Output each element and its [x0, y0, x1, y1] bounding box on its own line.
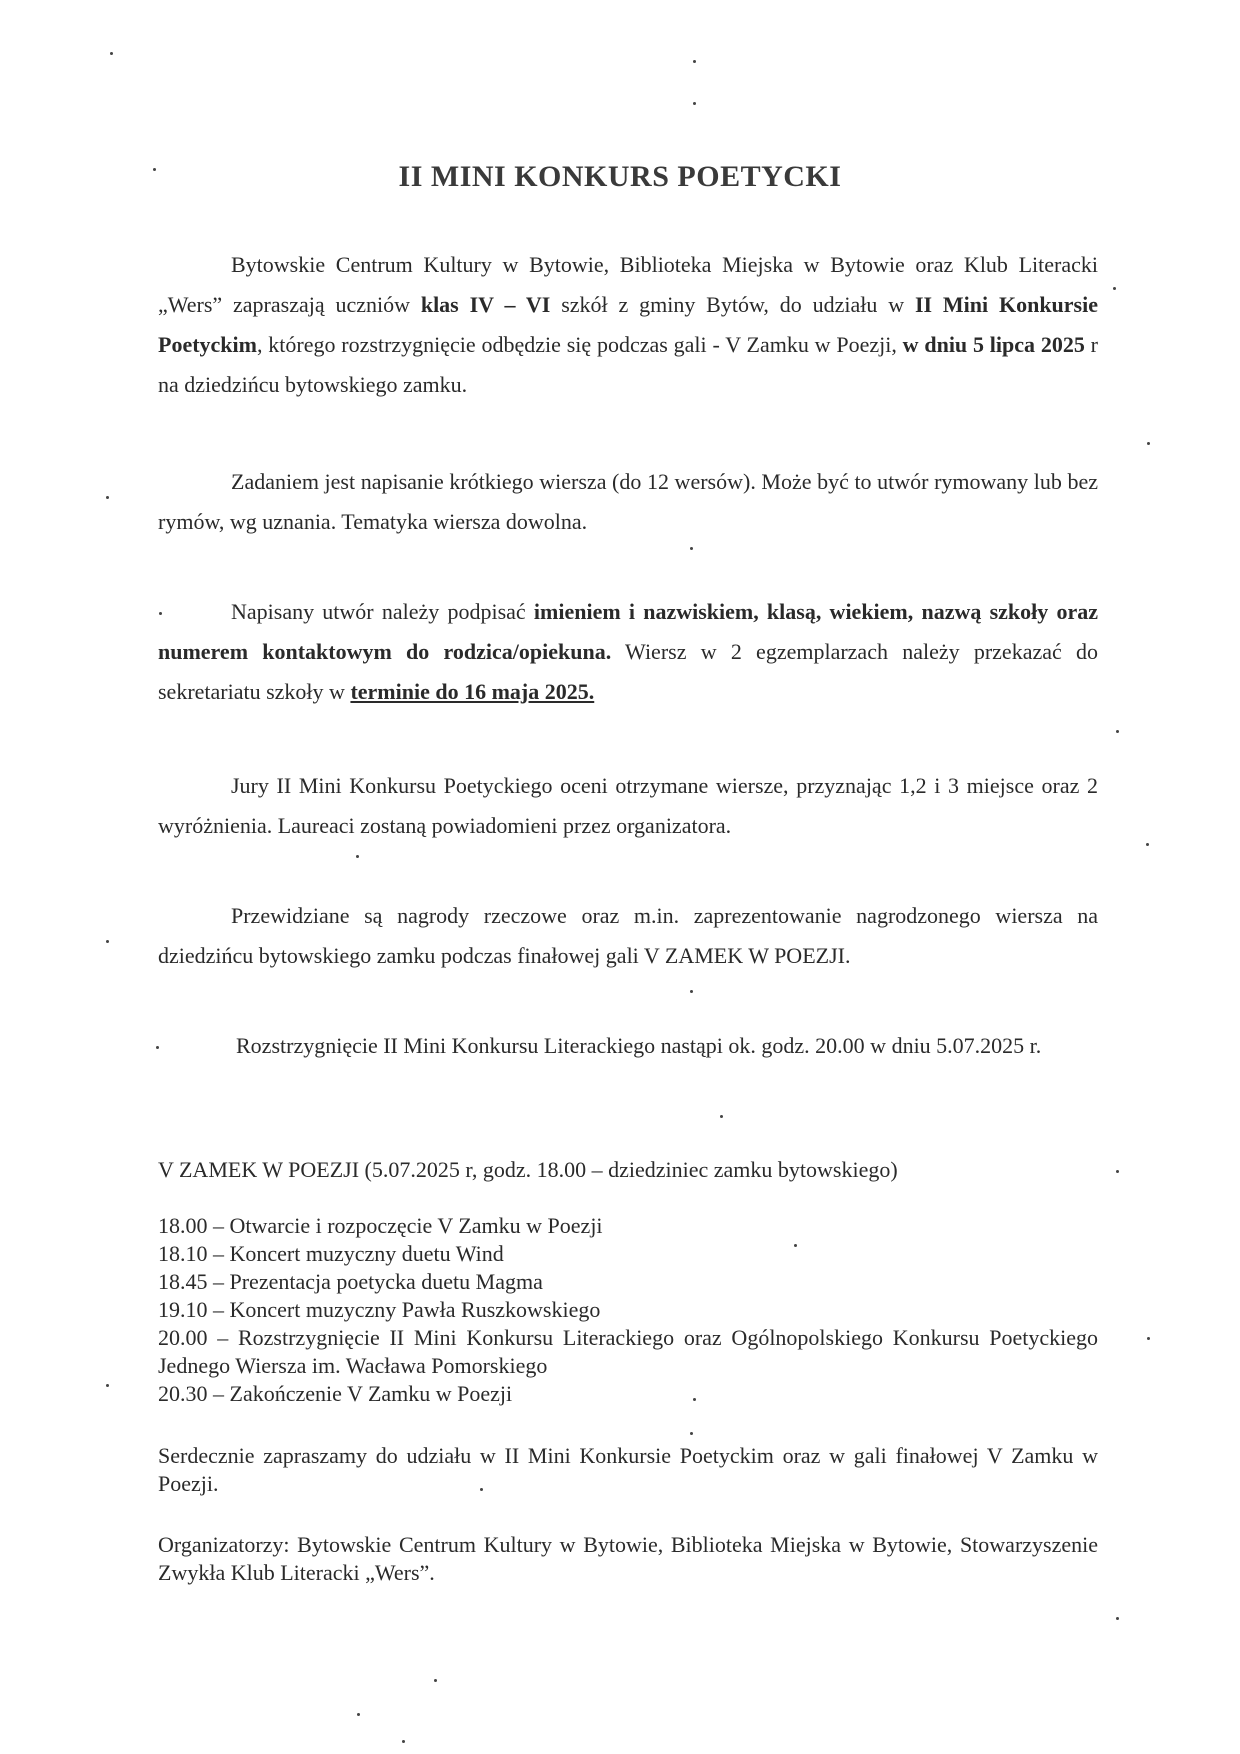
scan-speck [690, 547, 693, 550]
program-item: 18.00 – Otwarcie i rozpoczęcie V Zamku w Poezji [158, 1213, 603, 1238]
signing-paragraph [158, 592, 1098, 712]
scan-speck [690, 990, 693, 993]
scan-speck [1147, 442, 1150, 445]
scan-speck [106, 496, 109, 499]
document-title: II MINI KONKURS POETYCKI [398, 160, 842, 193]
intro-paragraph [158, 245, 1098, 405]
scan-speck [690, 1432, 693, 1435]
program-item: 20.00 – Rozstrzygnięcie II Mini Konkursu Literackiego oraz Ogólnopolskiego Konkursu Poetyckiego Jednego Wiersza im. Wacława Pomorskiego [158, 1325, 1098, 1378]
results-paragraph [158, 1026, 1098, 1066]
scan-speck [434, 1679, 437, 1682]
scan-speck [1116, 730, 1119, 733]
scan-speck [480, 1488, 483, 1491]
program-item: 18.45 – Prezentacja poetycka duetu Magma [158, 1269, 543, 1294]
program-item: 19.10 – Koncert muzyczny Pawła Ruszkowskiego [158, 1297, 601, 1322]
intro-text-4: r na dziedzińcu bytowskiego zamku. [158, 332, 1098, 397]
prizes-paragraph [158, 896, 1098, 976]
program-item: 18.10 – Koncert muzyczny duetu Wind [158, 1241, 504, 1266]
signing-text-2: Wiersz w 2 egzemplarzach należy przekazać do sekretariatu szkoły w [158, 639, 1098, 704]
signing-deadline: terminie do 16 maja 2025. [350, 679, 595, 704]
scan-speck [720, 1115, 723, 1118]
scan-speck [357, 1713, 360, 1716]
prizes-text: Przewidziane są nagrody rzeczowe oraz m.in. zaprezentowanie nagrodzonego wiersza na dziedzińcu bytowskiego zamku podczas finałowej gali V ZAMEK W POEZJI. [158, 903, 1098, 968]
program-item: 20.30 – Zakończenie V Zamku w Poezji [158, 1381, 513, 1406]
scan-speck [356, 855, 359, 858]
scan-speck [1147, 1337, 1150, 1340]
organizers-paragraph: Organizatorzy: Bytowskie Centrum Kultury w Bytowie, Biblioteka Miejska w Bytowie, Stowarzyszenie Zwykła Klub Literacki „Wers”. [158, 1532, 1098, 1585]
intro-text-2: szkół z gminy Bytów, do udziału w [550, 292, 915, 317]
intro-text-1: Bytowskie Centrum Kultury w Bytowie, Biblioteka Miejska w Bytowie oraz Klub Literacki „Wers” zapraszają uczniów [158, 252, 1098, 317]
jury-text: Jury II Mini Konkursu Poetyckiego oceni otrzymane wiersze, przyznając 1,2 i 3 miejsce oraz 2 wyróżnienia. Laureaci zostaną powiadomieni przez organizatora. [158, 773, 1098, 838]
scan-speck [110, 52, 113, 55]
scan-speck [402, 1740, 405, 1743]
scan-speck [693, 1398, 696, 1401]
scan-speck [106, 940, 109, 943]
scan-speck [159, 612, 162, 615]
intro-text-3: , którego rozstrzygnięcie odbędzie się podczas gali - V Zamku w Poezji, [256, 332, 903, 357]
scan-speck [1113, 287, 1116, 290]
scan-speck [693, 102, 696, 105]
scan-speck [156, 1046, 159, 1049]
scan-speck [794, 1244, 797, 1247]
scan-speck [693, 60, 696, 63]
scan-speck [153, 168, 156, 171]
jury-paragraph [158, 766, 1098, 846]
intro-contest-name: II Mini Konkursie Poetyckim [158, 292, 1098, 357]
signing-text-1: Napisany utwór należy podpisać [231, 599, 534, 624]
scan-speck [1146, 843, 1149, 846]
scan-speck [1116, 1170, 1119, 1173]
program-title: V ZAMEK W POEZJI (5.07.2025 r, godz. 18.00 – dziedziniec zamku bytowskiego) [158, 1157, 898, 1182]
signing-requirements: imieniem i nazwiskiem, klasą, wiekiem, nazwą szkoły oraz numerem kontaktowym do rodzica/opiekuna. [158, 599, 1098, 664]
scan-speck [1116, 1617, 1119, 1620]
results-text: Rozstrzygnięcie II Mini Konkursu Literackiego nastąpi ok. godz. 20.00 w dniu 5.07.2025 r. [236, 1033, 1042, 1058]
scan-speck [106, 1384, 109, 1387]
program-list [158, 1212, 1098, 1408]
intro-classes: klas IV – VI [420, 292, 551, 317]
intro-date: w dniu 5 lipca 2025 [902, 332, 1085, 357]
closing-paragraph: Serdecznie zapraszamy do udziału w II Mini Konkursie Poetyckim oraz w gali finałowej V Zamku w Poezji. [158, 1443, 1098, 1496]
task-paragraph [158, 462, 1098, 542]
task-text: Zadaniem jest napisanie krótkiego wiersza (do 12 wersów). Może być to utwór rymowany lub bez rymów, wg uznania. Tematyka wiersza dowolna. [158, 469, 1098, 534]
